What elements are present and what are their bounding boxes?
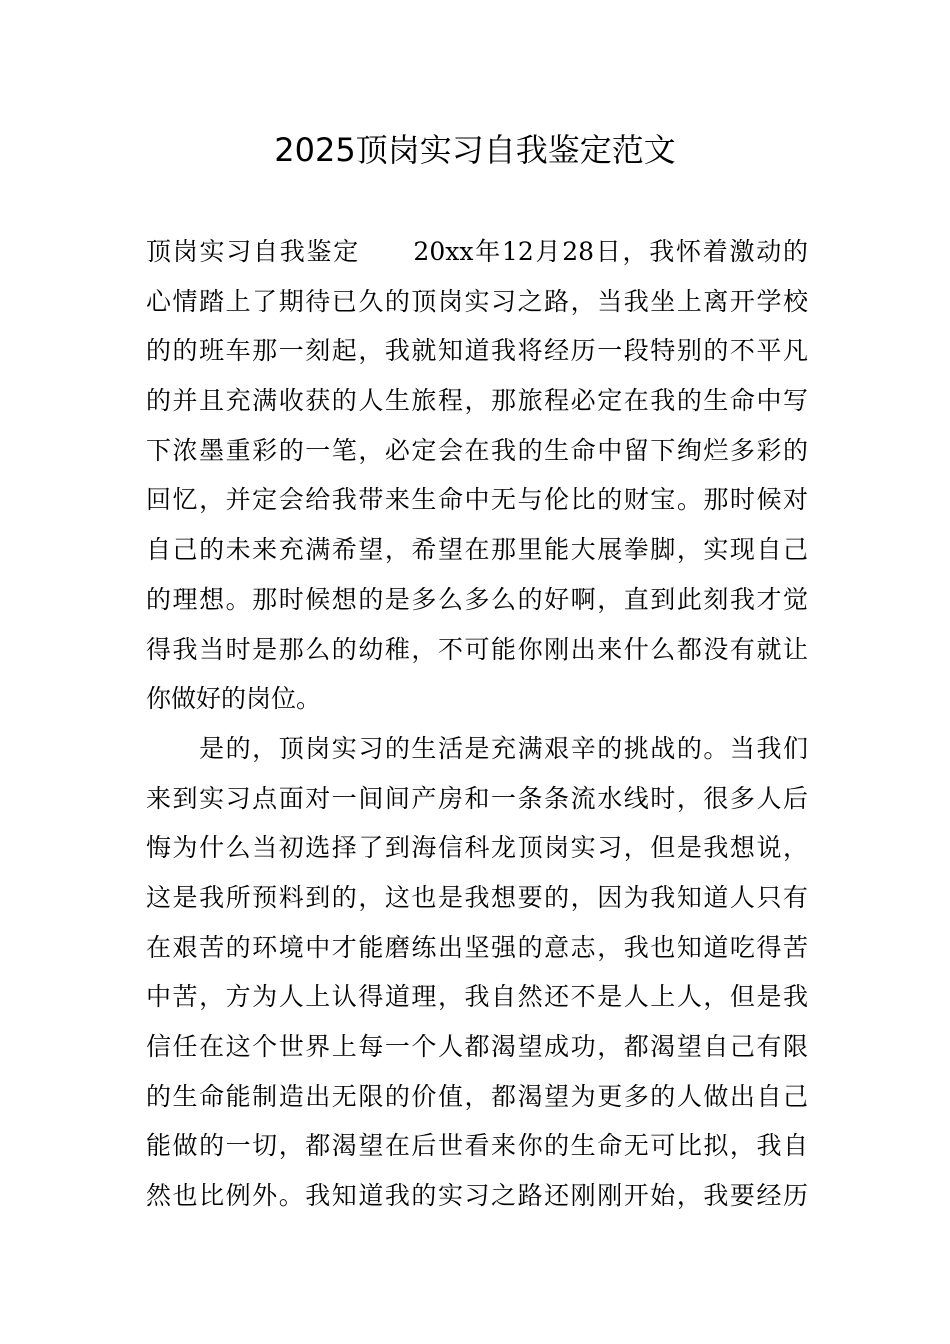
body-line: 悔为什么当初选择了到海信科龙顶岗实习，但是我想说， bbox=[146, 833, 808, 863]
body-line: 得我当时是那么的幼稚，不可能你刚出来什么都没有就让 bbox=[146, 634, 808, 664]
body-line: 你做好的岗位。 bbox=[146, 684, 322, 714]
body-line: 中苦，方为人上认得道理，我自然还不是人上人，但是我 bbox=[146, 982, 808, 1012]
body-line: 的生命能制造出无限的价值，都渴望为更多的人做出自己 bbox=[146, 1081, 808, 1111]
body-line: 能做的一切，都渴望在后世看来你的生命无可比拟，我自 bbox=[146, 1131, 808, 1161]
body-line: 下浓墨重彩的一笔，必定会在我的生命中留下绚烂多彩的 bbox=[146, 435, 808, 465]
body-line: 是的，顶岗实习的生活是充满艰辛的挑战的。当我们 bbox=[146, 733, 808, 763]
body-line: 的并且充满收获的人生旅程，那旅程必定在我的生命中写 bbox=[146, 386, 808, 416]
body-line: 然也比例外。我知道我的实习之路还刚刚开始，我要经历 bbox=[146, 1181, 808, 1211]
body-line: 自己的未来充满希望，希望在那里能大展拳脚，实现自己 bbox=[146, 535, 808, 565]
body-line: 的的班车那一刻起，我就知道我将经历一段特别的不平凡 bbox=[146, 336, 808, 366]
document-body bbox=[146, 227, 808, 1221]
body-line: 顶岗实习自我鉴定 20xx年12月28日，我怀着激动的 bbox=[146, 237, 808, 266]
body-line: 来到实习点面对一间间产房和一条条流水线时，很多人后 bbox=[146, 783, 808, 813]
body-line: 在艰苦的环境中才能磨练出坚强的意志，我也知道吃得苦 bbox=[146, 932, 808, 962]
document-title: 2025顶岗实习自我鉴定范文 bbox=[274, 131, 676, 169]
body-line: 这是我所预料到的，这也是我想要的，因为我知道人只有 bbox=[146, 882, 808, 912]
body-line: 信任在这个世界上每一个人都渴望成功，都渴望自己有限 bbox=[146, 1032, 808, 1061]
body-line: 心情踏上了期待已久的顶岗实习之路，当我坐上离开学校 bbox=[146, 286, 808, 316]
body-line: 的理想。那时候想的是多么多么的好啊，直到此刻我才觉 bbox=[146, 584, 808, 614]
body-line: 回忆，并定会给我带来生命中无与伦比的财宝。那时候对 bbox=[146, 485, 808, 515]
